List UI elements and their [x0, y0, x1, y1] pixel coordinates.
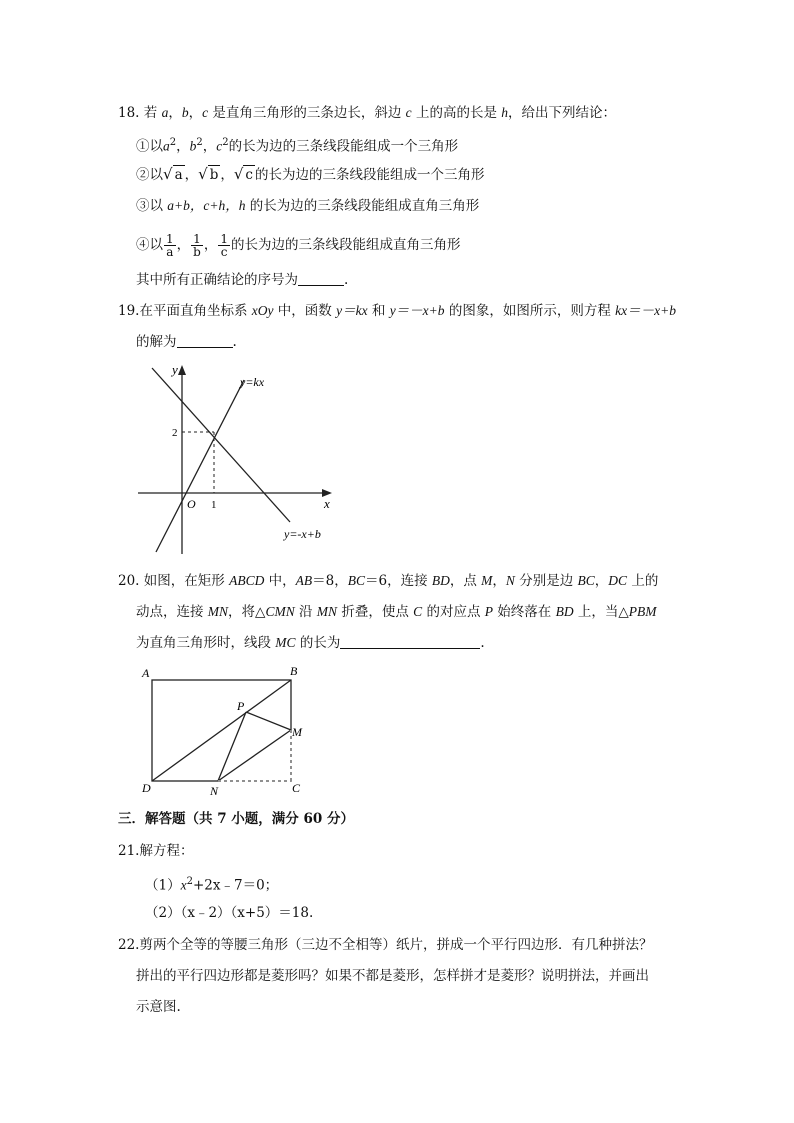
period: .: [480, 635, 485, 651]
q18-option-2: ②以√ a ，√ b ，√ c 的长为边的三条线段能组成一个三角形: [136, 165, 485, 183]
exponent: 2: [169, 137, 177, 148]
answer-prompt: 的长为: [295, 635, 341, 651]
q18-text: ，给出下列结论：: [508, 105, 617, 121]
q19-text: 和: [367, 303, 390, 319]
q20-text: 分别是边: [514, 573, 578, 589]
label-y-neg-x-plus-b: y=-x+b: [284, 527, 321, 541]
q20-text: ＝8，: [312, 573, 348, 589]
segment: MN: [316, 604, 338, 619]
q19-text: 中，函数: [273, 303, 337, 319]
option-text: 的长为边的三条线段能组成一个三角形: [254, 167, 485, 183]
segment-pm: [246, 712, 291, 730]
tick-y-2: 2: [172, 427, 178, 439]
function-2: y＝－x+b: [389, 303, 445, 318]
sqrt-term: b: [209, 167, 219, 183]
sqrt-term: a: [174, 167, 183, 183]
exponent: 2: [196, 137, 203, 148]
answer-blank[interactable]: [177, 333, 233, 348]
fraction-num: 1: [220, 232, 228, 246]
fraction-den: c: [220, 245, 228, 259]
q22-line-2: 拼出的平行四边形都是菱形吗？如果不都是菱形，怎样拼才是菱形？说明拼法，并画出: [136, 968, 649, 984]
q22-text: 剪两个全等的等腰三角形（三边不全相等）纸片，拼成一个平行四边形．有几种拼法？: [139, 937, 653, 953]
var-c: c: [202, 105, 209, 120]
q18-option-1: ①以$a^2$，$b^2$，$c^2$的长为边的三条线段能组成一个三角形: [136, 137, 459, 155]
sqrt-term: c: [245, 167, 253, 183]
variable: x: [180, 877, 187, 893]
point: N: [505, 573, 515, 588]
x-axis-label: x: [324, 496, 330, 511]
option-text: 的长为边的三条线段能组成一个三角形: [228, 138, 459, 155]
q20-text: 动点，连接: [136, 604, 208, 620]
rect-name: ABCD: [229, 573, 265, 588]
label-c: C: [292, 781, 301, 795]
q18-option-4: ④以 $\frac{1}{a}$ ， $\frac{1}{b}$ ， $\frac{1}{c}$ 的长为边的三条线段能组成直角三角形: [136, 232, 461, 259]
diagonal-bd: [152, 680, 291, 781]
triangle: PBM: [628, 604, 657, 619]
fraction: [218, 233, 230, 258]
q21-part-1: [145, 873, 278, 895]
q18-number: 18.: [118, 105, 140, 121]
fraction: [191, 233, 203, 258]
q21-part-2: [145, 904, 313, 922]
q20-text: ，: [492, 573, 506, 589]
answer-blank[interactable]: [340, 634, 480, 649]
equation-rest: +2x﹣7＝0；: [192, 877, 279, 894]
q20-text: 上的: [627, 573, 659, 589]
label-d: D: [142, 781, 151, 795]
option-text: 的长为边的三条线段能组成直角三角形: [230, 237, 461, 253]
equation: （x﹣2）（x+5）＝18.: [180, 905, 314, 921]
point: M: [481, 573, 493, 588]
segment: MC: [275, 635, 296, 650]
q22-number: 22.: [118, 937, 140, 953]
q20-text: 折叠，使点: [337, 604, 414, 620]
var-c: c: [405, 105, 412, 120]
q19-graph: [136, 362, 336, 557]
q20-figure: [136, 660, 316, 800]
fraction-num: 1: [191, 233, 203, 246]
segment: BC: [347, 573, 365, 588]
sqrt-symbol: √: [198, 165, 208, 183]
label-m: M: [292, 725, 302, 739]
option-prefix: ②以: [136, 167, 163, 183]
exponent: 2: [186, 876, 193, 887]
answer-prompt: 其中所有正确结论的序号为: [136, 272, 298, 288]
point: C: [413, 604, 423, 619]
label-n: N: [210, 784, 219, 798]
segment: BD: [555, 604, 574, 619]
q20-number: 20.: [118, 573, 140, 589]
sqrt-symbol: √: [233, 165, 244, 183]
q21-stem: [118, 842, 193, 860]
q20-text: 沿: [294, 604, 317, 620]
fraction-num: 1: [166, 232, 174, 246]
q20-text: 中，: [264, 573, 296, 589]
q20-text: ＝6，连接: [364, 573, 432, 589]
q20-line-1: [118, 572, 658, 590]
q20-text: 始终落在: [493, 604, 556, 620]
section-heading: 三．解答题（共 7 小题，满分 60 分）: [118, 811, 354, 827]
segment: BC: [577, 573, 595, 588]
part-label: （2）: [145, 905, 181, 921]
option-terms: a+b，c+h，h: [167, 198, 246, 213]
q20-line-2: [136, 603, 657, 621]
period: .: [344, 272, 349, 288]
q20-text: ，: [594, 573, 609, 589]
answer-prompt: 的解为: [136, 334, 177, 350]
q21-number: 21.: [118, 843, 140, 859]
triangle: CMN: [265, 604, 295, 619]
segment: BD: [431, 573, 450, 588]
var-h: h: [501, 105, 509, 120]
option-text: 的长为边的三条线段能组成直角三角形: [245, 198, 480, 214]
answer-blank[interactable]: [298, 271, 344, 286]
q18-stem: [118, 104, 616, 122]
term: a: [163, 138, 170, 154]
var-b: b: [181, 105, 189, 120]
q20-text: 如图，在矩形: [143, 573, 230, 589]
var-a: a: [161, 105, 169, 120]
period: .: [232, 334, 237, 350]
q20-text: 的对应点: [422, 604, 485, 620]
q19-number: 19.: [118, 303, 140, 319]
label-y-kx: y=kx: [240, 375, 265, 389]
sqrt-symbol: √: [163, 165, 173, 183]
sep: ，: [188, 105, 203, 121]
exponent: 2: [222, 137, 229, 148]
fraction-den: a: [166, 245, 174, 259]
segment: AB: [295, 573, 313, 588]
segment: MN: [207, 604, 229, 619]
q20-answer-line: [136, 634, 485, 652]
q18-text: 若: [143, 105, 162, 121]
option-prefix: ①以: [136, 138, 163, 155]
q22-line-1: [118, 936, 652, 954]
q18-option-3: [136, 197, 479, 215]
q19-text: 的图象，如图所示，则方程: [444, 303, 616, 319]
label-a: A: [142, 666, 150, 680]
fraction: [164, 233, 176, 258]
equation: kx＝－x+b: [615, 303, 676, 318]
label-p: P: [237, 699, 245, 713]
y-axis-label: y: [172, 362, 178, 377]
q19-text: 在平面直角坐标系: [139, 303, 252, 319]
q22-line-3: 示意图.: [136, 999, 181, 1015]
q20-text: 为直角三角形时，线段: [136, 635, 276, 651]
coord-system: xOy: [251, 303, 274, 318]
q18-answer-line: [136, 271, 348, 289]
tick-x-1: 1: [211, 499, 217, 511]
q18-text: 上的高的长是: [411, 105, 502, 121]
y-axis-arrow: [178, 365, 186, 375]
q18-text: 是直角三角形的三条边长，斜边: [208, 105, 406, 121]
segment: DC: [608, 573, 628, 588]
term: c: [216, 138, 223, 154]
line-y-neg-x-plus-b: [152, 368, 290, 522]
term: b: [189, 138, 197, 154]
q19-answer-line: [136, 333, 237, 351]
q19-stem: [118, 302, 676, 320]
line-y-kx: [156, 380, 244, 552]
point: P: [484, 604, 493, 619]
option-prefix: ④以: [136, 237, 163, 253]
function-1: y＝kx: [336, 303, 368, 318]
q20-text: 上，当△: [573, 604, 629, 620]
q20-text: ，点: [449, 573, 482, 589]
label-b: B: [290, 664, 298, 678]
origin-label: O: [187, 497, 196, 511]
sep: ，: [168, 105, 182, 121]
q21-title: 解方程：: [139, 843, 194, 859]
part-label: （1）: [145, 877, 181, 894]
q20-text: ，将△: [228, 604, 266, 620]
option-prefix: ③以: [136, 198, 168, 214]
fraction-den: b: [193, 245, 201, 259]
